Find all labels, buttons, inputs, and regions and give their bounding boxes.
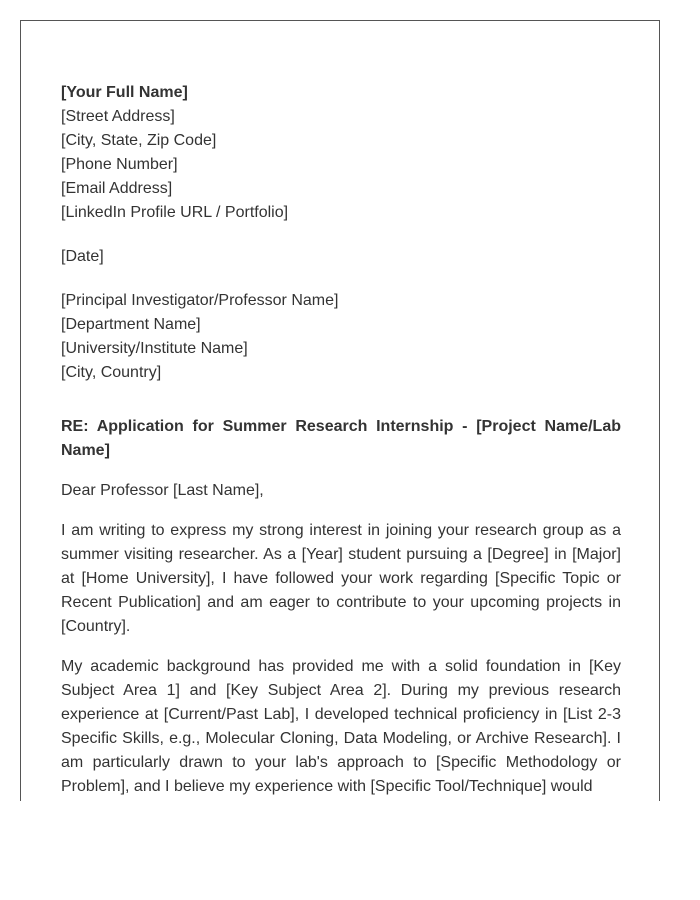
sender-phone: [Phone Number] xyxy=(61,156,178,173)
letter-date: [Date] xyxy=(61,248,104,265)
body-paragraph-2: My academic background has provided me with a solid foundation in [Key Subject Area 1] and [Key Subject Area 2]. During my previous research experience at [Current/Past Lab], I developed technical proficiency in [List 2-3 Specific Skills, e.g., Molecular Cloning, Data Modeling, or Archive Research]. I am particularly drawn to your lab's approach to [Specific Methodology or Problem], and I believe my experience with [Specific Tool/Technique] would xyxy=(61,658,621,795)
salutation: Dear Professor [Last Name], xyxy=(61,482,264,499)
date-block xyxy=(61,245,621,269)
subject-line: RE: Application for Summer Research Internship - [Project Name/Lab Name] xyxy=(61,418,621,459)
letter-page xyxy=(20,20,660,801)
recipient-name: [Principal Investigator/Professor Name] xyxy=(61,292,339,309)
sender-street: [Street Address] xyxy=(61,108,175,125)
sender-email: [Email Address] xyxy=(61,180,173,197)
sender-linkedin: [LinkedIn Profile URL / Portfolio] xyxy=(61,204,289,221)
sender-name: [Your Full Name] xyxy=(61,84,188,101)
recipient-department: [Department Name] xyxy=(61,316,201,333)
letter-content xyxy=(61,81,621,799)
body-paragraph-1: I am writing to express my strong interest in joining your research group as a summer visiting researcher. As a [Year] student pursuing a [Degree] in [Major] at [Home University], I have followed your work regarding [Specific Topic or Recent Publication] and am eager to contribute to your upcoming projects in [Country]. xyxy=(61,522,621,635)
recipient-institution: [University/Institute Name] xyxy=(61,340,248,357)
recipient-location: [City, Country] xyxy=(61,364,162,381)
recipient-block xyxy=(61,289,621,385)
sender-city: [City, State, Zip Code] xyxy=(61,132,217,149)
sender-block xyxy=(61,81,621,225)
